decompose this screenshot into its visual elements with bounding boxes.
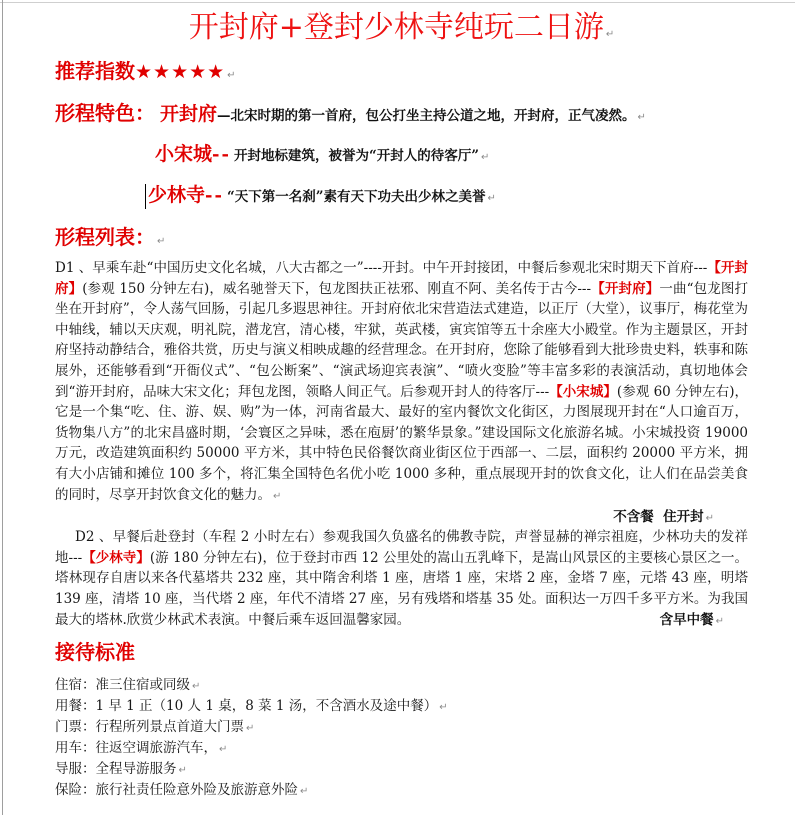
paragraph-mark: ↵	[481, 152, 490, 163]
list-item	[55, 717, 748, 738]
day1-text: D1 、早乘车赴“中国历史文化名城，八大古都之一”----开封。中午开封接团，中餐后参观北宋时期天下首府---	[55, 260, 708, 276]
feature-separator: --	[205, 185, 224, 206]
paragraph-mark: ↵	[605, 29, 615, 40]
feature-description-shaolinsi: “天下第一名刹”素有天下功夫出少林之美誉	[226, 189, 486, 205]
day2-meal-note: 含早中餐	[659, 611, 714, 628]
document-title: 开封府+登封少林寺纯玩二日游	[188, 10, 604, 45]
feature-description-xiaosongcheng: 开封地标建筑，被誉为“开封人的待客厅”	[233, 148, 479, 164]
service-heading-line	[55, 630, 748, 675]
list-item	[55, 738, 748, 759]
rating-line	[55, 50, 748, 92]
feature-line-xiaosongcheng	[55, 134, 748, 175]
list-item	[55, 675, 748, 696]
paragraph-mark: ↵	[178, 765, 187, 777]
service-item-label: 住宿：	[55, 677, 96, 694]
service-item-value: 全程导游服务	[95, 761, 177, 778]
list-item	[55, 696, 748, 717]
service-item-value: 往返空调旅游汽车，	[95, 740, 217, 757]
feature-separator: --	[212, 144, 231, 165]
attraction-highlight-kaifengfu: 【开封府】	[591, 280, 660, 297]
itinerary-heading-line	[55, 216, 748, 258]
day1-meal-note-line	[55, 507, 748, 527]
feature-description-kaifengfu: 北宋时期的第一首府，包公打坐主持公道之地，开封府，正气凌然。	[230, 108, 636, 124]
list-item	[55, 780, 748, 801]
attraction-highlight-kaifengfu: 【开封府】	[55, 260, 749, 297]
paragraph-mark: ↵	[487, 193, 496, 204]
page-top-edge	[0, 2, 795, 3]
day1-text: 一曲“包龙图打坐在开封府”，令人荡气回肠，引起几多遐思神往。开封府依北宋营造法式建造，以正厅（大堂），议事厅，梅花堂为中轴线，辅以天庆观，明礼院，潜龙宫，清心楼，牢狱，英武楼，寅宾馆等五十余座大小殿堂。作为主题景区，开封府坚持动静结合，雅俗共赏，历史与演义相映成趣的经营理念。在开封府，您除了能够看到大批珍贵史料，轶事和陈展外，还能够看到“开衙仪式”、“包公断案”、“演武场迎宾表演”、“喷火变脸”等丰富多彩的表演活动，真切地体会到“游开封府，品味大宋文化；拜包龙图，领略人间正气。后参观开封人的待客厅---	[55, 280, 749, 400]
paragraph-mark: ↵	[219, 744, 228, 756]
service-item-value: 准三住宿或同级	[95, 677, 190, 694]
paragraph-mark: ↵	[157, 236, 166, 247]
paragraph-mark: ↵	[192, 681, 201, 693]
service-heading: 接待标准	[55, 640, 135, 665]
day1-text: (参观 150 分钟左右)，威名驰誉天下，包龙图扶正祛邪、刚直不阿、美名传于古今---	[82, 280, 592, 297]
paragraph-mark: ↵	[715, 615, 724, 627]
itinerary-heading: 形程列表：	[55, 225, 155, 249]
day1-meal-note: 不含餐 住开封	[613, 509, 704, 526]
rating-stars-icon: ★★★★★	[135, 61, 226, 83]
feature-separator: —	[217, 108, 231, 124]
day2-text: D2 、早餐后赴登封（车程 2 小时左右）参观我国久负盛名的佛教寺院，声誉显赫的禅宗祖庭，少林功夫的发祥地---	[55, 529, 748, 566]
document-title-line	[55, 6, 748, 50]
service-item-label: 门票：	[55, 719, 96, 736]
page-left-edge	[2, 0, 3, 815]
feature-name-kaifengfu: 开封府	[160, 103, 218, 125]
paragraph-mark: ↵	[705, 513, 714, 525]
service-item-label: 保险：	[55, 782, 96, 799]
day2-paragraph	[55, 527, 748, 630]
attraction-highlight-shaolinsi: 【少林寺】	[82, 549, 150, 566]
service-item-label: 用车：	[55, 740, 96, 757]
rating-label: 推荐指数	[55, 59, 135, 83]
paragraph-mark: ↵	[246, 723, 255, 735]
feature-line-kaifengfu	[55, 92, 748, 134]
service-item-value: 旅行社责任险意外险及旅游意外险	[95, 782, 298, 799]
attraction-highlight-xiaosongcheng: 【小宋城】	[549, 383, 617, 400]
day1-text: (参观 60 分钟左右)，它是一个集“吃、住、游、娱、购”为一体，河南省最大、最好的室内餐饮文化街区，力图展现开封在“人口逾百万，货物集八方”的北宋昌盛时期，‘会寰区之异味，悉在庖厨’的繁华景象。”建设国际文化旅游名城。小宋城投资 19000 万元，改造建筑面积约 50000 平方米，其中特色民俗餐饮商业街区位于西部一、二层，面积约 20000 平方米，拥有大小店铺和摊位 100 多个，将汇集全国特色名优小吃 1000 多种，重点展现开封的饮食文化，让人们在品尝美食的同时，尽享开封饮食文化的魅力。	[55, 383, 748, 503]
day2-text: (游 180 分钟左右)，位于登封市西 12 公里处的嵩山五乳峰下，是嵩山风景区的主要核心景区之一。塔林现存自唐以来各代墓塔共 232 座，其中隋舍利塔 1 座，唐塔 1 座，宋塔 2 座，金塔 7 座，元塔 43 座，明塔 139 座，清塔 10 座，当代塔 2 座，年代不清塔 27 座，另有残塔和塔基 35 处。面积达一万四千多平方米。为我国最大的塔林.欣赏少林武术表演。中餐后乘车返回温馨家园。	[55, 549, 749, 628]
service-item-value: 1 早 1 正（10 人 1 桌，8 菜 1 汤，不含酒水及途中餐）	[95, 698, 438, 715]
list-item	[55, 759, 748, 780]
feature-name-xiaosongcheng: 小宋城	[155, 143, 213, 165]
paragraph-mark: ↵	[637, 112, 646, 123]
text-cursor	[145, 184, 146, 209]
feature-line-shaolinsi	[55, 175, 748, 216]
feature-name-shaolinsi: 少林寺	[148, 184, 206, 206]
paragraph-mark: ↵	[227, 70, 236, 81]
service-item-label: 用餐：	[55, 698, 96, 715]
service-standards-list	[55, 675, 748, 801]
day2-meal-note-wrap	[660, 610, 724, 633]
service-item-value: 行程所列景点首道大门票	[95, 719, 244, 736]
features-heading: 形程特色：	[55, 101, 155, 125]
paragraph-mark: ↵	[273, 490, 282, 502]
day1-paragraph	[55, 258, 748, 507]
service-item-label: 导服：	[55, 761, 96, 778]
document-content[interactable]	[55, 6, 748, 801]
paragraph-mark: ↵	[300, 786, 309, 798]
paragraph-mark: ↵	[439, 702, 448, 714]
